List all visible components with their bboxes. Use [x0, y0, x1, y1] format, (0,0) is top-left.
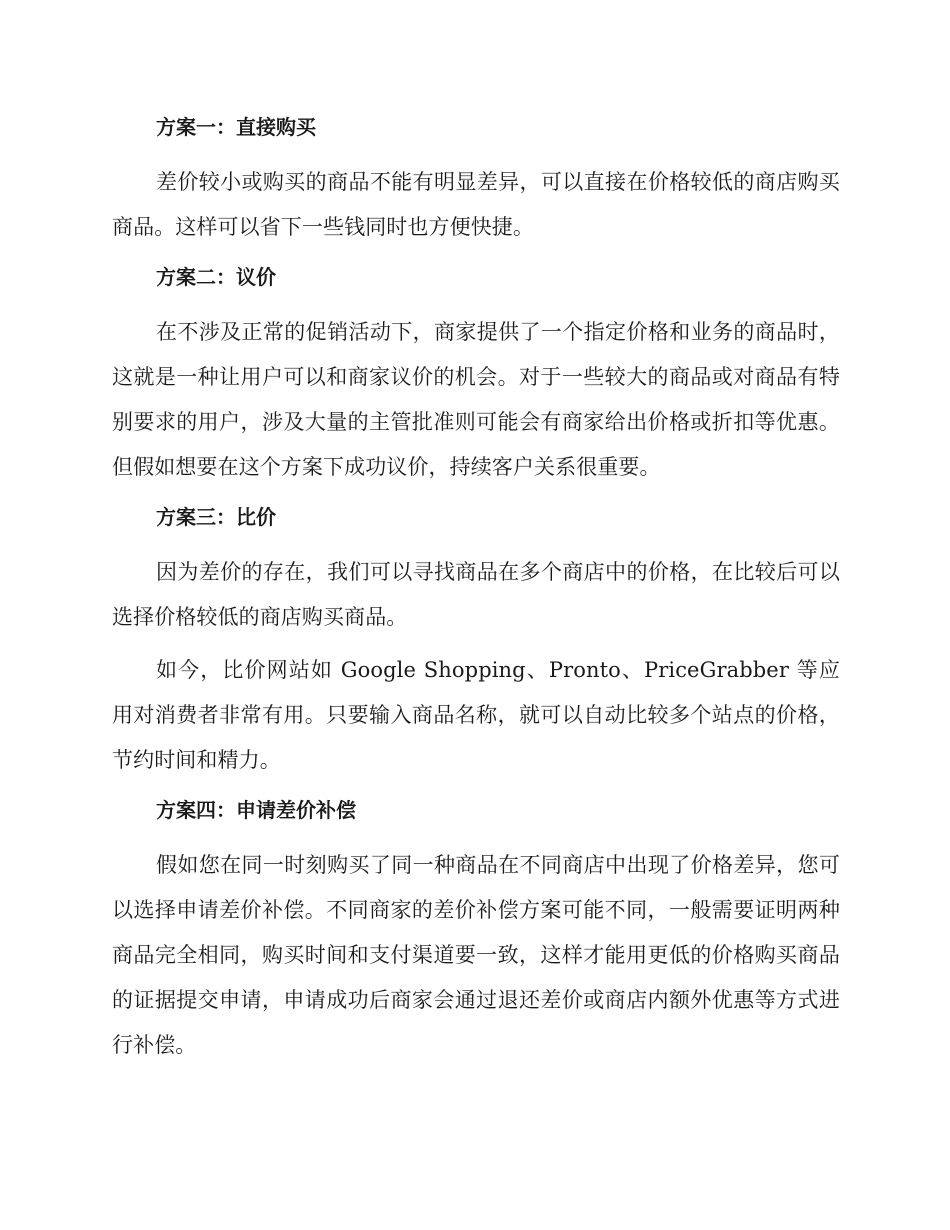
- section-3-paragraph-2: 如今，比价网站如 Google Shopping、Pronto、PriceGrabber 等应用对消费者非常有用。只要输入商品名称，就可以自动比较多个站点的价格，节约时间和精力。: [112, 658, 840, 772]
- section-4-paragraph-1: 假如您在同一时刻购买了同一种商品在不同商店中出现了价格差异，您可以选择申请差价补偿。不同商家的差价补偿方案可能不同，一般需要证明两种商品完全相同，购买时间和支付渠道要一致，这样才能用更低的价格购买商品的证据提交申请，申请成功后商家会通过退还差价或商店内额外优惠等方式进行补偿。: [112, 853, 840, 1057]
- section-heading-4: 方案四：申请差价补偿: [156, 798, 356, 822]
- section-heading-2: 方案二：议价: [156, 265, 276, 289]
- section-heading-1: 方案一：直接购买: [156, 115, 316, 139]
- section-1-paragraph-1: 差价较小或购买的商品不能有明显差异，可以直接在价格较低的商店购买商品。这样可以省下一些钱同时也方便快捷。: [112, 170, 840, 239]
- document-page: [112, 108, 840, 1076]
- section-heading-3: 方案三：比价: [156, 505, 276, 529]
- section-3-paragraph-1: 因为差价的存在，我们可以寻找商品在多个商店中的价格，在比较后可以选择价格较低的商店购买商品。: [112, 560, 840, 629]
- section-2-paragraph-1: 在不涉及正常的促销活动下，商家提供了一个指定价格和业务的商品时，这就是一种让用户可以和商家议价的机会。对于一些较大的商品或对商品有特别要求的用户，涉及大量的主管批准则可能会有商家给出价格或折扣等优惠。但假如想要在这个方案下成功议价，持续客户关系很重要。: [112, 320, 840, 479]
